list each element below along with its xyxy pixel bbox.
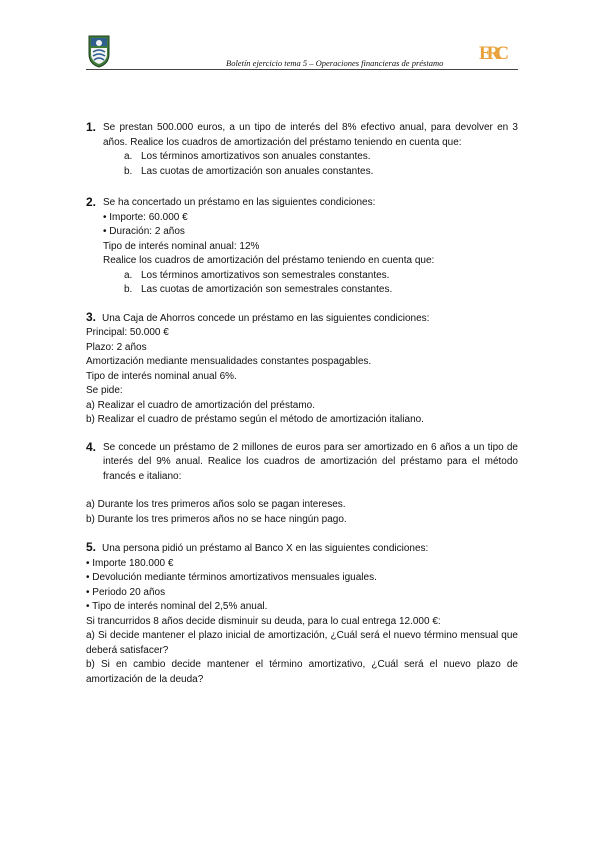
exercise-1-item-b: b. Las cuotas de amortización son anuales constantes. <box>124 165 374 177</box>
exercise-5-line: Si trancurridos 8 años decide disminuir su deuda, para lo cual entrega 12.000 €: <box>86 615 441 627</box>
exercise-5-bullet: • Periodo 20 años <box>86 586 518 601</box>
exercise-5-line: b) Si en cambio decide mantener el término amortizativo, ¿Cuál será el nuevo plazo de amortización de la deuda? <box>86 659 518 685</box>
erc-logo-icon <box>478 40 508 64</box>
exercise-5 <box>86 540 518 687</box>
exercise-4-line: a) Durante los tres primeros años solo se pagan intereses. <box>86 499 346 510</box>
exercise-3-line: Principal: 50.000 € <box>86 327 169 338</box>
exercise-2 <box>86 196 518 298</box>
exercise-2-text: Se ha concertado un préstamo en las siguientes condiciones: <box>103 197 376 208</box>
header-title: Boletín ejercicio tema 5 – Operaciones financieras de préstamo <box>226 58 444 68</box>
exercise-5-line: a) Si decide mantener el plazo inicial de amortización, ¿Cuál será el nuevo término mensual que deberá satisfacer? <box>86 630 518 656</box>
exercise-3-text: Una Caja de Ahorros concede un préstamo en las siguientes condiciones: <box>102 312 430 324</box>
exercise-2-item-a: a. Los términos amortizativos son semestrales constantes. <box>124 269 390 281</box>
crest-logo-icon <box>86 34 112 68</box>
exercise-1-number: 1. <box>86 120 97 134</box>
exercise-3-line: Se pide: <box>86 385 123 396</box>
exercise-5-bullet: • Devolución mediante términos amortizativos mensuales iguales. <box>86 571 518 586</box>
exercise-2-rate: Tipo de interés nominal anual: 12% <box>103 240 260 252</box>
exercise-2-task: Realice los cuadros de amortización del préstamo teniendo en cuenta que: <box>103 255 435 266</box>
exercise-4-text: Se concede un préstamo de 2 millones de euros para ser amortizado en 6 años a un tipo de interés del 9% anual. Realice los cuadros de amortización del préstamo para el método francés e italiano: <box>103 441 518 482</box>
exercise-4 <box>86 441 518 528</box>
exercise-5-bullet: • Tipo de interés nominal del 2,5% anual. <box>86 600 518 615</box>
exercise-2-number: 2. <box>86 195 97 209</box>
exercise-3-number: 3. <box>86 309 97 324</box>
exercise-2-bullet: • Duración: 2 años <box>86 225 518 240</box>
exercise-1-item-a: a. Los términos amortizativos son anuales constantes. <box>124 151 371 162</box>
exercise-4-line: b) Durante los tres primeros años no se hace ningún pago. <box>86 513 347 525</box>
exercise-5-bullet: • Importe 180.000 € <box>86 557 518 572</box>
exercise-2-item-b: b. Las cuotas de amortización son semestrales constantes. <box>124 284 393 295</box>
erc-logo-text: ERC <box>479 43 505 64</box>
header-divider <box>86 69 518 70</box>
exercise-3-line: b) Realizar el cuadro de préstamo según el método de amortización italiano. <box>86 414 424 425</box>
exercise-2-bullet: • Importe: 60.000 € <box>86 211 518 226</box>
exercise-4-number: 4. <box>86 439 97 454</box>
exercise-list <box>86 121 518 687</box>
exercise-1-text: Se prestan 500.000 euros, a un tipo de interés del 8% efectivo anual, para devolver en 3 años. Realice los cuadros de amortización del préstamo teniendo en cuenta que: <box>103 122 518 148</box>
page-header <box>86 34 516 74</box>
exercise-3-line: Tipo de interés nominal anual 6%. <box>86 370 237 382</box>
exercise-1 <box>86 121 518 179</box>
exercise-5-text: Una persona pidió un préstamo al Banco X en las siguientes condiciones: <box>102 543 429 554</box>
exercise-3 <box>86 310 518 428</box>
exercise-3-line: Amortización mediante mensualidades constantes pospagables. <box>86 356 372 367</box>
exercise-3-line: a) Realizar el cuadro de amortización del préstamo. <box>86 399 315 411</box>
exercise-5-number: 5. <box>86 540 97 554</box>
exercise-3-line: Plazo: 2 años <box>86 341 147 353</box>
